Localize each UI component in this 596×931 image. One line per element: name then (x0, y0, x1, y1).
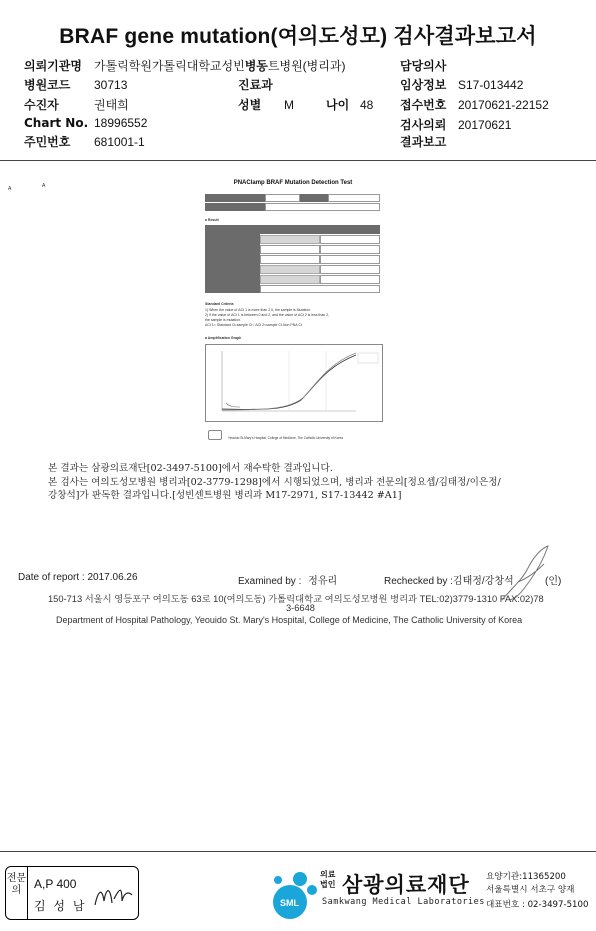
brand-prefix: 의료 법인 (320, 870, 336, 889)
scan-hospital-logo-icon (208, 430, 222, 440)
age-label: 나이 (326, 98, 350, 112)
scan-result-cell (260, 255, 320, 264)
ward-label: 병동 (244, 59, 268, 73)
sml-logo-icon (270, 866, 320, 920)
resident-no-label: 주민번호 (24, 135, 71, 149)
scan-standard-line: the sample is mutation. (205, 318, 241, 322)
patient-value: 권태희 (94, 98, 129, 112)
scan-standard-line: ΔCt 1= Standard Ct-sample Ct / ΔCt 2=sample Ct-Non PNA Ct (205, 323, 302, 327)
address-line: 150-713 서울시 영등포구 여의도동 63로 10(여의도동) 가톨릭대학교 여의도성모병원 병리과 TEL:02)3779-1310 FAX:02)78 (48, 594, 544, 604)
scan-result-cell (320, 235, 380, 244)
scan-standard-line: 2) If the value of ΔCt 1 is between 0 and 2, and the value of ΔCt 2 is less than 2, (205, 313, 330, 317)
scan-standard-heading: Standard Criteria (205, 302, 234, 306)
scan-result-cell (320, 255, 380, 264)
sex-label: 성별 (238, 98, 262, 112)
sex-value: M (284, 98, 294, 112)
receipt-no-value: 20170621-22152 (458, 98, 549, 112)
doctor-label: 담당의사 (400, 59, 447, 73)
scan-table-cell (328, 194, 380, 202)
chart-no-label: Chart No. (24, 116, 89, 130)
receipt-no-label: 접수번호 (400, 98, 447, 112)
request-date-label: 검사의뢰 (400, 118, 447, 132)
scan-mark: A (8, 186, 12, 192)
specialist-stamp (5, 866, 139, 920)
scan-mark: A (42, 183, 46, 189)
comment-line: 본 결과는 삼광의료재단[02-3497-5100]에서 재수탁한 결과입니다. (48, 463, 333, 474)
scan-result-heading: a Result (205, 218, 219, 222)
embedded-result-scan (200, 178, 386, 446)
scan-table-head (205, 194, 265, 202)
scan-table-cell (265, 203, 380, 211)
footer-divider (0, 851, 596, 852)
report-title: BRAF gene mutation(여의도성모) 검사결과보고서 (59, 25, 537, 48)
brand-address: 서울특별시 서초구 양재 (486, 885, 575, 895)
scan-title: PNAClamp BRAF Mutation Detection Test (233, 180, 353, 186)
examined-by-value: 정유리 (308, 576, 338, 587)
hospital-code-label: 병원코드 (24, 78, 71, 92)
rechecked-by: Rechecked by :김태정/강창석 (384, 576, 514, 587)
scan-standard-line: 1) When the value of ΔCt 1 is more than 2.0, the sample is Mutation. (205, 308, 312, 312)
age-value: 48 (360, 98, 374, 112)
agency-number: 요양기관:11365200 (486, 872, 566, 882)
scan-result-cell (260, 235, 320, 244)
header-divider (0, 160, 596, 161)
examined-by-label: Examined by : (238, 576, 302, 587)
seal-mark: (인) (545, 576, 562, 587)
clinical-info-value: S17-013442 (458, 78, 524, 92)
comment-line: 본 검사는 여의도성모병원 병리과[02-3779-1298]에서 시행되었으며, 병리과 전문의[정요셉/김태정/이은정/ (48, 476, 501, 488)
chart-no-value: 18996552 (94, 116, 148, 130)
scan-table-head (300, 194, 328, 202)
scan-table-cell (265, 194, 300, 202)
scan-result-table-rowheads (205, 225, 260, 293)
amplification-curves (206, 345, 382, 421)
stamp-signature-icon (92, 881, 134, 911)
resident-no-value: 681001-1 (94, 135, 145, 149)
scan-result-cell (260, 275, 320, 284)
amplification-graph (205, 344, 383, 422)
scan-result-table-head (260, 225, 380, 234)
brand-phone: 대표번호 : 02-3497-5100 (486, 900, 589, 910)
institution-row (24, 57, 345, 74)
comment-line: 강창석]가 판독한 결과입니다.[성빈센트병원 병리과 M17-2971, S17-13442 #A1] (48, 490, 402, 502)
sml-logo-text: SML (280, 898, 299, 908)
stamp-side-label: 전문의 (6, 867, 28, 919)
stamp-line: 김 성 남 (34, 899, 87, 913)
scan-footer-line: Yeouido St.Mary's Hospital, College of Medicine, The Catholic University of Korea (228, 436, 344, 440)
request-date-value: 20170621 (458, 118, 512, 132)
result-report-label: 결과보고 (400, 135, 447, 149)
scan-table-head (205, 203, 265, 211)
patient-label: 수진자 (24, 98, 59, 112)
brand-english: Samkwang Medical Laboratories (322, 897, 485, 907)
scan-result-cell (260, 245, 320, 254)
report-date: Date of report : 2017.06.26 (18, 572, 138, 583)
scan-result-cell (260, 285, 380, 293)
hospital-code-value: 30713 (94, 78, 128, 92)
brand-name: 삼광의료재단 (342, 873, 470, 897)
department-label: 진료과 (238, 78, 273, 92)
clinical-info-label: 임상정보 (400, 78, 447, 92)
institution-label: 의뢰기관명 (24, 59, 82, 73)
ward-value: 트병원(병리과) (267, 59, 346, 73)
scan-result-cell (320, 275, 380, 284)
scan-graph-heading: a Amplification Graph (205, 336, 242, 340)
scan-result-cell (320, 265, 380, 274)
scan-result-cell (260, 265, 320, 274)
scan-result-cell (320, 245, 380, 254)
address-line: 3-6648 (286, 603, 315, 613)
result-comment (48, 462, 568, 503)
institution-value: 가톨릭학원가톨릭대학교성빈 (94, 59, 245, 73)
department-line: Department of Hospital Pathology, Yeouido St. Mary's Hospital, College of Medicine, The Catholic University of Korea (56, 615, 523, 625)
stamp-line: A,P 400 (34, 877, 77, 891)
